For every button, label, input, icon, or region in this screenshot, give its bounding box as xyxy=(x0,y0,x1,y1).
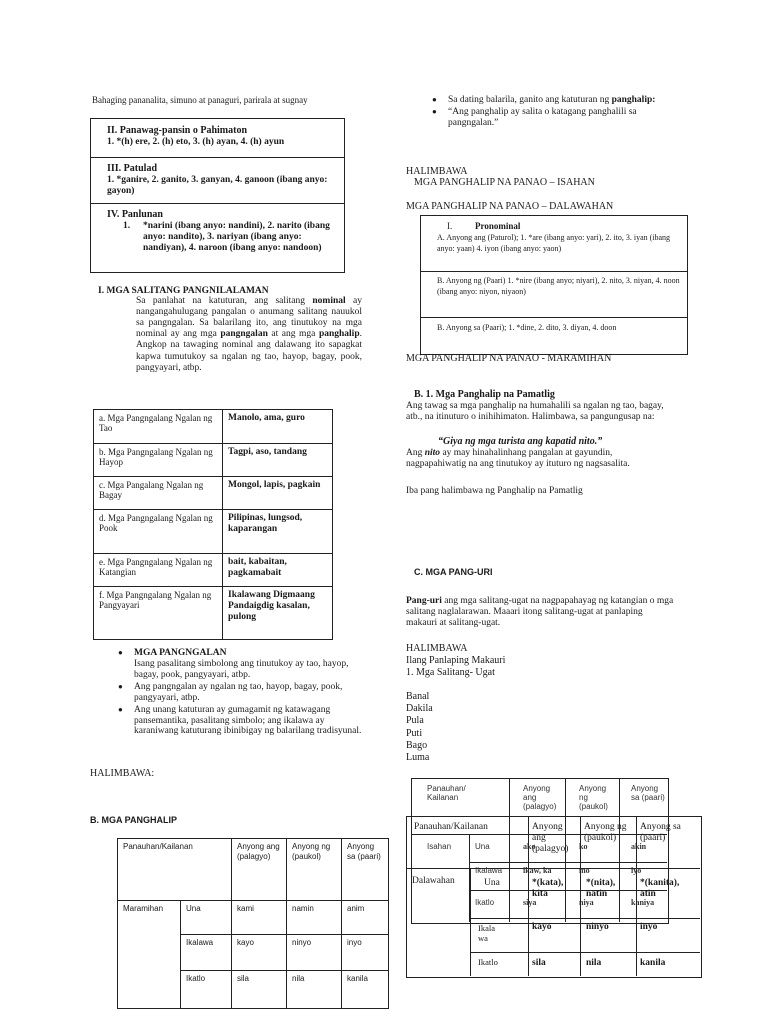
noun-example-cell: Manolo, ama, guro xyxy=(223,410,333,444)
section-2-body: 1. *(h) ere, 2. (h) eto, 3. (h) ayan, 4. (h) ayun xyxy=(107,137,285,147)
table-row xyxy=(94,444,333,477)
back-siya: siya xyxy=(523,898,537,907)
dalawahan-label: MGA PANGHALIP NA PANAO – DALAWAHAN xyxy=(406,201,614,212)
front-una-sa: *(kanita), atin xyxy=(640,878,680,899)
box-section-2 xyxy=(91,119,344,158)
plural-pronoun-table xyxy=(117,838,389,1009)
halimbawa-label-right: HALIMBAWA xyxy=(406,166,468,177)
list-item xyxy=(432,95,682,106)
list-item xyxy=(432,107,682,129)
back-header-sa: Anyong sa (paari) xyxy=(631,784,665,803)
noun-kind-cell: b. Mga Pangngalang Ngalan ng Hayop xyxy=(94,444,223,477)
table-row xyxy=(94,477,333,510)
sa-cell: anim xyxy=(342,901,389,935)
ang-cell: kayo xyxy=(232,935,287,971)
back-ikatlo: Ikatlo xyxy=(475,898,495,907)
noun-kind-cell: d. Mga Pangngalang Ngalan ng Pook xyxy=(94,510,223,554)
back-header-ng: Anyong ng (paukol) xyxy=(579,784,608,812)
person-cell: Una xyxy=(181,901,232,935)
p-part-2: ay nangangahulugang pangalan o anumang salitang nauukol sa pangngalan. Sa balarilang ito, ang tinutukoy na mga nominal ay ang mga xyxy=(136,296,362,340)
back-isahan: Isahan xyxy=(427,842,452,851)
pangnilalaman-title: I. MGA SALITANG PANGNILALAMAN xyxy=(98,286,269,296)
noun-kind-cell: e. Mga Pangngalang Ngalan ng Katangian xyxy=(94,554,223,587)
back-header-ang: Anyong ang (palagyo) xyxy=(523,784,557,812)
front-una-ang: *(kata), kita xyxy=(532,878,564,899)
pronominal-title-row xyxy=(421,216,687,272)
bullet-text: Sa dating balarila, ganito ang katuturan ng xyxy=(448,95,612,105)
nito-paragraph xyxy=(406,448,674,470)
front-header-sa: Anyong sa (paari) xyxy=(640,822,681,843)
section-4-num: 1. xyxy=(123,221,131,231)
pronominal-num: I. xyxy=(447,221,453,231)
halimbawa-label-2: HALIMBAWA xyxy=(406,643,468,654)
bullet-text: Ang unang katuturan ay gumagamit ng katawagang pansemantika, pasalitang simbolo; ang ikalawa ay karaniwang katuturang ibinibigay ng balarilang tradisyunal. xyxy=(134,704,362,737)
section-3-body: 1. *ganire, 2. ganito, 3. ganyan, 4. ganoon (ibang anyo: gayon) xyxy=(107,175,328,196)
isahan-label: MGA PANGHALIP NA PANAO – ISAHAN xyxy=(414,177,595,188)
pamatlig-title: B. 1. Mga Panghalip na Pamatlig xyxy=(414,389,555,400)
nominal-paragraph xyxy=(136,296,362,374)
ilang-label: Ilang Panlaping Makauri xyxy=(406,655,506,666)
noun-example-cell: Tagpi, aso, tandang xyxy=(223,444,333,477)
pamatlig-quote: “Giya ng mga turista ang kapatid nito.” xyxy=(438,436,603,447)
pronominal-a: A. Anyong ang (Paturol); 1. *are (ibang anyo: yari), 2. ito, 3. iyan (ibang anyo: yaan) 4. iyon (ibang anyo: yaon) xyxy=(437,233,671,253)
demonstrative-box xyxy=(90,118,345,273)
bullet-text: Isang pasalitang simbolong ang tinutukoy ay tao, hayop, bagay, pook, pangyayari, atbp. xyxy=(134,658,349,680)
back-header-panauhan: Panauhan/ Kailanan xyxy=(427,784,466,803)
back-ko: ko xyxy=(579,842,588,851)
left-header-line: Bahaging pananalita, simuno at panaguri, parirala at sugnay xyxy=(92,95,308,105)
panguri-text: ang mga salitang-ugat na nagpapahayag ng katangian o mga salitang naglalarawan. Maaari itong salitang-ugat at panlaping makauri at salitang-ugat. xyxy=(406,596,674,628)
noun-example-cell: Mongol, lapis, pagkain xyxy=(223,477,333,510)
table-row xyxy=(94,410,333,444)
person-cell: Ikalawa xyxy=(181,935,232,971)
pronominal-divider xyxy=(421,317,687,318)
header-panauhan: Panauhan/Kailanan xyxy=(118,839,232,901)
panghalip-bullets xyxy=(432,95,682,130)
list-item: Dakila xyxy=(406,703,433,715)
section-4-title: IV. Panlunan xyxy=(107,209,163,220)
ang-cell: kami xyxy=(232,901,287,935)
person-cell: Ikatlo xyxy=(181,971,232,1009)
list-item: Puti xyxy=(406,727,423,739)
maramihan-label: MGA PANGHALIP NA PANAO - MARAMIHAN xyxy=(406,353,612,364)
panghalip-title: B. MGA PANGHALIP xyxy=(90,815,177,825)
header-ang: Anyong ang (palagyo) xyxy=(232,839,287,901)
noun-kind-cell: f. Mga Pangngalang Ngalan ng Pangyayari xyxy=(94,587,223,640)
back-niya: niya xyxy=(579,898,594,907)
sa-cell: kanila xyxy=(342,971,389,1009)
noun-example-cell: Pilipinas, lungsod, kaparangan xyxy=(223,510,333,554)
list-item xyxy=(118,682,362,704)
front-header-ng: Anyong ng (paukol) xyxy=(584,822,627,843)
list-item: Pula xyxy=(406,715,424,727)
word-list xyxy=(406,691,433,764)
front-group-dalawahan: Dalawahan xyxy=(412,876,455,886)
header-sa: Anyong sa (paari) xyxy=(342,839,389,901)
pamatlig-body: Ang tawag sa mga panghalip na humahalili sa ngalan ng tao, bagay, atb., na itinuturo o inihihimaton. Halimbawa, sa pangungusap na: xyxy=(406,401,664,422)
ng-cell: ninyo xyxy=(287,935,342,971)
noun-kind-cell: a. Mga Pangngalang Ngalan ng Tao xyxy=(94,410,223,444)
noun-example-cell: Ikalawang Digmaang Pandaigdig kasalan, pulong xyxy=(223,587,333,640)
nito-bold: nito xyxy=(424,448,441,458)
p-bold-pangngalan: pangngalan xyxy=(220,329,268,340)
list-item: Bago xyxy=(406,739,428,751)
back-akin: akin xyxy=(631,842,647,851)
nito-text-2: ay may hinahalinhang pangalan at gayundin, nagpapahiwatig na ang tinutukoy ay ituturo ng nagsasalita. xyxy=(406,448,630,469)
list-item: Luma xyxy=(406,751,430,763)
back-ikalawa: Ikalawa xyxy=(475,866,503,875)
ang-cell: sila xyxy=(232,971,287,1009)
p-bold-nominal: nominal xyxy=(312,296,346,306)
box-section-4 xyxy=(91,203,344,272)
front-una-ng: *(nita), natin xyxy=(586,878,616,899)
panguri-bold: Pang-uri xyxy=(406,596,442,606)
section-4-body: *narini (ibang anyo: nandini), 2. narito (ibang anyo: nandito), 3. nariyan (ibang anyo: nandiyan), 4. naroon (ibang anyo: nandoon) xyxy=(143,221,330,253)
table-header-row xyxy=(118,839,389,901)
overlap-front-table xyxy=(406,816,700,976)
pronominal-box xyxy=(420,215,688,355)
front-una: Una xyxy=(484,878,500,888)
front-ikalawa-sa: inyo xyxy=(640,922,658,932)
pronominal-title: Pronominal xyxy=(475,221,521,231)
front-header-panauhan: Panauhan/Kailanan xyxy=(414,822,488,832)
p-part-4: . Angkop na tawaging nominal ang dalawang ito sapagkat kapwa tumutukoy sa ngalan ng tao, hayop, bagay, pook, pangyayari, atbp. xyxy=(136,329,362,373)
iba-pang-label: Iba pang halimbawa ng Panghalip na Pamatlig xyxy=(406,486,583,496)
ng-cell: namin xyxy=(287,901,342,935)
front-ikatlo: Ikatlo xyxy=(478,957,498,967)
section-2-title: II. Panawag-pansin o Pahimaton xyxy=(107,125,248,136)
front-ikalawa-ang: kayo xyxy=(532,922,552,932)
table-row xyxy=(94,587,333,640)
list-item xyxy=(118,705,362,738)
table-row xyxy=(94,554,333,587)
bullet-text: “Ang panghalip ay salita o katagang panghalili sa pangngalan.” xyxy=(448,106,637,128)
back-ako: ako xyxy=(523,842,536,851)
p-part-1: Sa panlahat na katuturan, ang salitang xyxy=(136,296,313,306)
halimbawa-label-left: HALIMBAWA: xyxy=(90,768,155,779)
list-item: Banal xyxy=(406,691,430,702)
sa-cell: inyo xyxy=(342,935,389,971)
nito-text-1: Ang xyxy=(406,448,425,458)
bullet-text: Ang pangngalan ay ngalan ng tao, hayop, bagay, pook, pangyayari, atbp. xyxy=(134,681,343,703)
back-mo: mo xyxy=(579,866,590,875)
front-ikatlo-sa: kanila xyxy=(640,958,666,968)
pangngalan-bullets xyxy=(118,648,362,738)
front-ikatlo-ang: sila xyxy=(532,958,546,968)
front-ikatlo-ng: nila xyxy=(586,958,602,968)
back-ikaw: ikaw, ka xyxy=(523,866,552,875)
noun-kind-cell: c. Mga Pangalang Ngalan ng Bagay xyxy=(94,477,223,510)
table-row xyxy=(118,901,389,935)
panguri-title: C. MGA PANG-URI xyxy=(414,567,493,577)
table-row xyxy=(94,510,333,554)
salitang-ugat-label: 1. Mga Salitang- Ugat xyxy=(406,667,495,678)
back-una: Una xyxy=(475,842,490,851)
ng-cell: nila xyxy=(287,971,342,1009)
noun-example-cell: bait, kabaitan, pagkamabait xyxy=(223,554,333,587)
p-bold-panghalip: panghalip xyxy=(318,329,360,340)
pronominal-c: B. Anyong sa (Paari); 1. *dine, 2. dito, 3. diyan, 4. doon xyxy=(437,323,617,332)
group-maramihan: Maramihan xyxy=(118,901,181,1009)
bullet-title: MGA PANGNGALAN xyxy=(134,648,227,658)
bullet-bold: panghalip: xyxy=(611,95,656,105)
panguri-paragraph xyxy=(406,596,674,629)
section-3-title: III. Patulad xyxy=(107,163,158,174)
noun-kinds-table xyxy=(93,409,333,640)
front-ikalawa-ng: ninyo xyxy=(586,922,609,932)
back-kaniya: kaniya xyxy=(631,898,655,907)
header-ng: Anyong ng (paukol) xyxy=(287,839,342,901)
list-item xyxy=(118,648,362,681)
back-iyo: iyo xyxy=(631,866,642,875)
pronominal-b: B. Anyong ng (Paari) 1. *nire (ibang anyo; niyari), 2. nito, 3. niyan, 4. noon (ibang anyo: niyon, niyaon) xyxy=(437,276,680,296)
front-header-ang: Anyong ang (palagyo) xyxy=(532,822,569,854)
p-part-3: at ang mga xyxy=(267,329,319,340)
box-section-3 xyxy=(91,157,344,204)
front-ikalawa: Ikalawa xyxy=(478,923,495,943)
